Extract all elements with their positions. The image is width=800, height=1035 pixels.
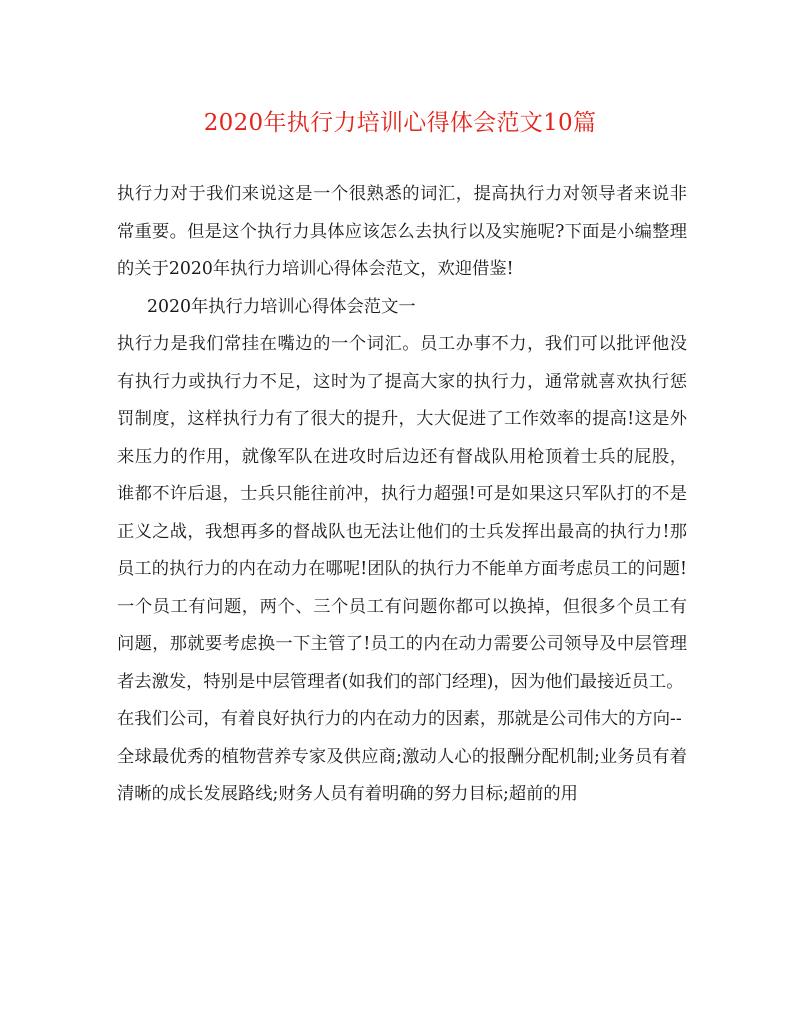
section-heading: 2020年执行力培训心得体会范文一 xyxy=(147,296,416,317)
body-paragraph: 全球最优秀的植物营养专家及供应商;激动人心的报酬分配机制;业务员有着清晰的成长发展路线;财务人员有着明确的努力目标;超前的用 xyxy=(117,746,687,804)
body-paragraph: 在我们公司，有着良好执行力的内在动力的因素，那就是公司伟大的方向-- xyxy=(117,709,682,729)
intro-paragraph: 执行力对于我们来说这是一个很熟悉的词汇，提高执行力对领导者来说非常重要。但是这个执行力具体应该怎么去执行以及实施呢?下面是小编整理的关于2020年执行力培训心得体会范文，欢迎借鉴! xyxy=(117,184,687,279)
body-paragraph: 执行力是我们常挂在嘴边的一个词汇。员工办事不力，我们可以批评他没有执行力或执行力不足，这时为了提高大家的执行力，通常就喜欢执行惩罚制度，这样执行力有了很大的提升，大大促进了工作效率的提高!这是外来压力的作用，就像军队在进攻时后边还有督战队用枪顶着士兵的屁股，谁都不许后退，士兵只能往前冲，执行力超强!可是如果这只军队打的不是正义之战，我想再多的督战队也无法让他们的士兵发挥出最高的执行力!那员工的执行力的内在动力在哪呢!团队的执行力不能单方面考虑员工的问题!一个员工有问题，两个、三个员工有问题你都可以换掉，但很多个员工有问题，那就要考虑换一下主管了!员工的内在动力需要公司领导及中层管理者去激发，特别是中层管理者(如我们的部门经理)，因为他们最接近员工。 xyxy=(117,334,687,692)
document-body xyxy=(117,176,687,814)
document-title: 2020年执行力培训心得体会范文10篇 xyxy=(203,110,597,136)
